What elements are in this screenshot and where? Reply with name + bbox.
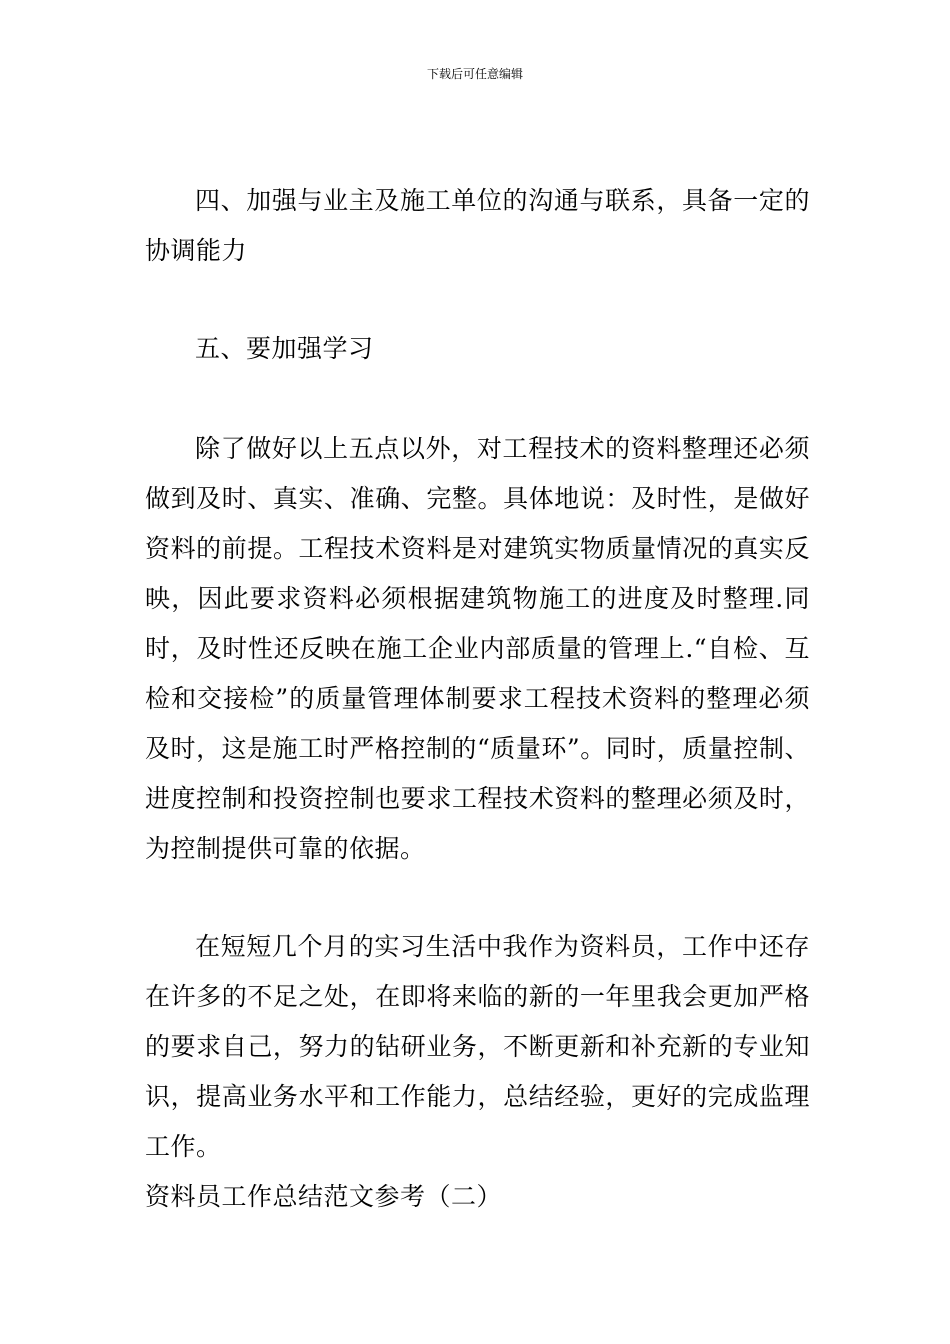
section-four-paragraph: 四、加强与业主及施工单位的沟通与联系，具备一定的协调能力 bbox=[145, 186, 810, 265]
section-five-heading: 五、要加强学习 bbox=[195, 334, 374, 363]
timeliness-paragraph: 除了做好以上五点以外，对工程技术的资料整理还必须做到及时、真实、准确、完整。具体地说：及时性，是做好资料的前提。工程技术资料是对建筑实物质量情况的真实反映，因此要求资料必须根据建筑物施工的进度及时整理.同时，及时性还反映在施工企业内部质量的管理上.“自检、互检和交接检”的质量管理体制要求工程技术资料的整理必须及时，这是施工时严格控制的“质量环”。同时，质量控制、进度控制和投资控制也要求工程技术资料的整理必须及时，为控制提供可靠的依据。 bbox=[145, 434, 810, 863]
conclusion-paragraph: 在短短几个月的实习生活中我作为资料员，工作中还存在许多的不足之处，在即将来临的新的一年里我会更加严格的要求自己，努力的钻研业务，不断更新和补充新的专业知识，提高业务水平和工作能力，总结经验，更好的完成监理工作。 bbox=[145, 932, 810, 1161]
page-header-note: 下载后可任意编辑 bbox=[426, 67, 523, 81]
next-section-title: 资料员工作总结范文参考（二） bbox=[145, 1182, 503, 1211]
